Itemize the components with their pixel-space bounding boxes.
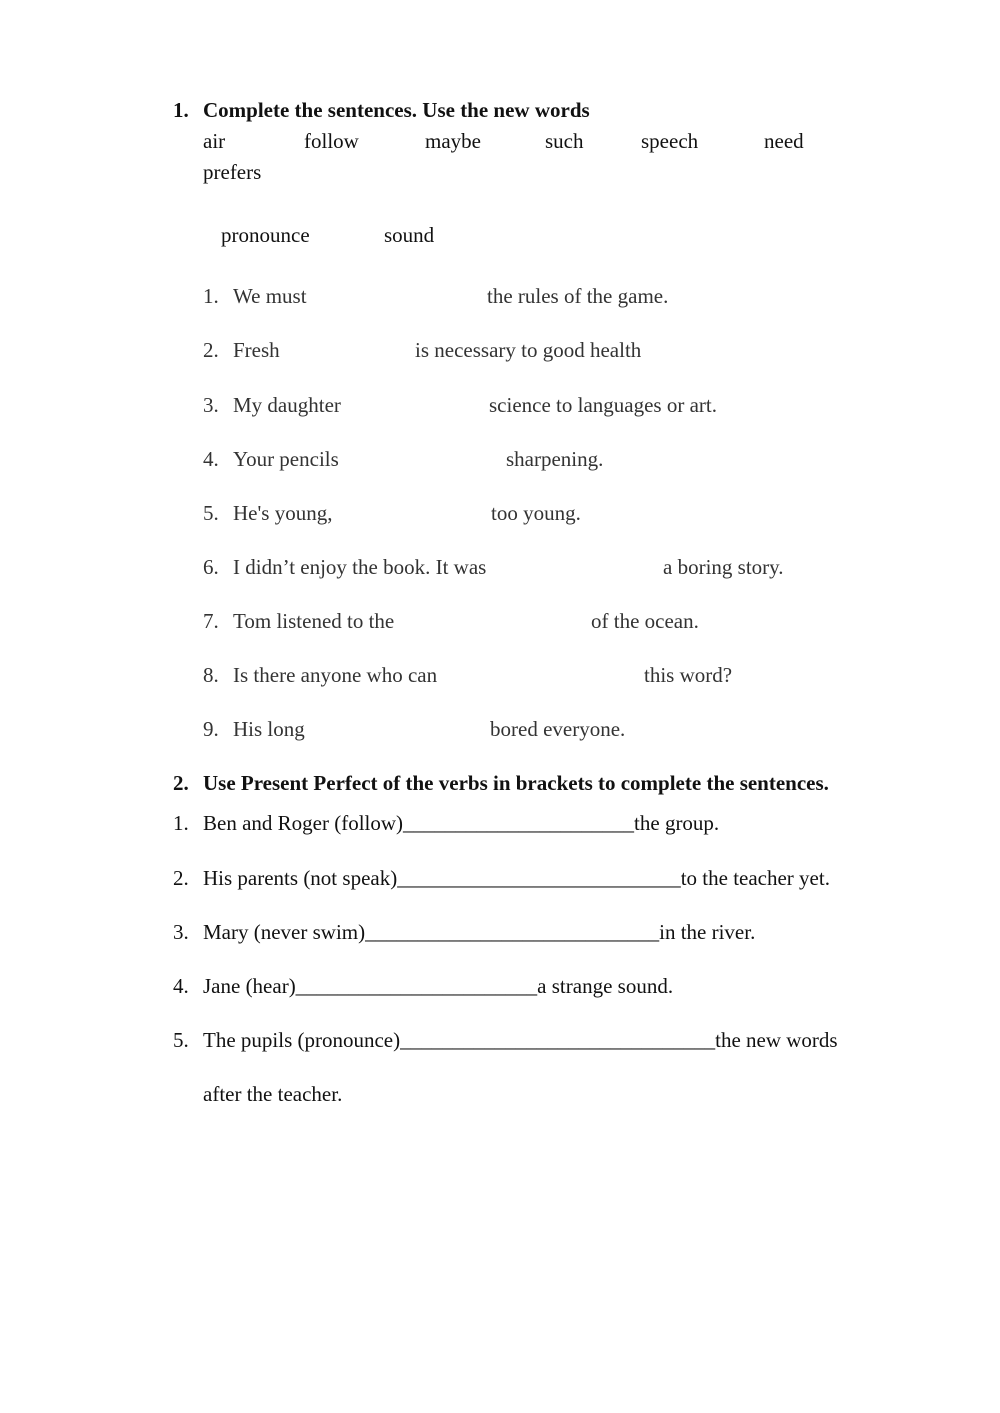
exercise1-item-text: We must <box>233 284 307 308</box>
word-bank-item: sound <box>384 223 435 247</box>
section1-number: 1. <box>173 98 189 122</box>
exercise1-item-text: science to languages or art. <box>489 393 717 417</box>
word-bank-item: air <box>203 129 226 153</box>
exercise1-item-text: the rules of the game. <box>487 284 669 308</box>
exercise2-item-number: 5. <box>173 1028 189 1052</box>
word-bank-item: speech <box>641 129 699 153</box>
exercise2-item-text: Ben and Roger (follow)______________________the group. <box>203 811 720 835</box>
exercise1-item-number: 1. <box>203 284 219 308</box>
exercise1-item-text: My daughter <box>233 393 341 417</box>
exercise1-item-number: 8. <box>203 663 219 687</box>
exercise2-item-text: Jane (hear)_______________________a strange sound. <box>203 974 674 998</box>
exercise1-item-number: 3. <box>203 393 219 417</box>
exercise2-item-continuation: after the teacher. <box>203 1082 343 1106</box>
exercise1-item-text: His long <box>233 717 305 741</box>
exercise1-item-text: is necessary to good health <box>415 338 642 362</box>
exercise2-item-number: 2. <box>173 866 189 890</box>
exercise1-item-text: Is there anyone who can <box>233 663 438 687</box>
exercise1-item-number: 4. <box>203 447 219 471</box>
exercise1-item-text: I didn’t enjoy the book. It was <box>233 555 487 579</box>
exercise1-item-text: Tom listened to the <box>233 609 395 633</box>
section2-number: 2. <box>173 771 189 795</box>
word-bank-item: prefers <box>203 160 262 184</box>
word-bank-item: pronounce <box>221 223 310 247</box>
exercise1-item-text: a boring story. <box>663 555 784 579</box>
exercise2-item-text: The pupils (pronounce)______________________________the new words <box>203 1028 838 1052</box>
exercise2-item-text: Mary (never swim)____________________________in the river. <box>203 920 756 944</box>
exercise1-item-text: Fresh <box>233 338 280 362</box>
exercise1-item-text: of the ocean. <box>591 609 699 633</box>
section2-heading: Use Present Perfect of the verbs in brackets to complete the sentences. <box>203 771 829 795</box>
exercise1-item-number: 9. <box>203 717 219 741</box>
word-bank-item: such <box>545 129 584 153</box>
exercise1-item-text: too young. <box>491 501 581 525</box>
word-bank-item: maybe <box>425 129 481 153</box>
exercise1-item-number: 5. <box>203 501 219 525</box>
word-bank-item: follow <box>304 129 359 153</box>
section1-heading: Complete the sentences. Use the new words <box>203 98 590 122</box>
exercise1-item-text: this word? <box>644 663 733 687</box>
exercise1-item-text: He's young, <box>233 501 333 525</box>
exercise2-item-number: 1. <box>173 811 189 835</box>
exercise1-item-text: bored everyone. <box>490 717 626 741</box>
word-bank-item: need <box>764 129 804 153</box>
exercise2-item-text: His parents (not speak)___________________________to the teacher yet. <box>203 866 830 890</box>
exercise1-item-number: 7. <box>203 609 219 633</box>
exercise1-item-text: Your pencils <box>233 447 339 471</box>
exercise1-item-text: sharpening. <box>506 447 604 471</box>
exercise1-item-number: 6. <box>203 555 219 579</box>
exercise2-item-number: 3. <box>173 920 189 944</box>
exercise2-item-number: 4. <box>173 974 189 998</box>
exercise1-item-number: 2. <box>203 338 219 362</box>
